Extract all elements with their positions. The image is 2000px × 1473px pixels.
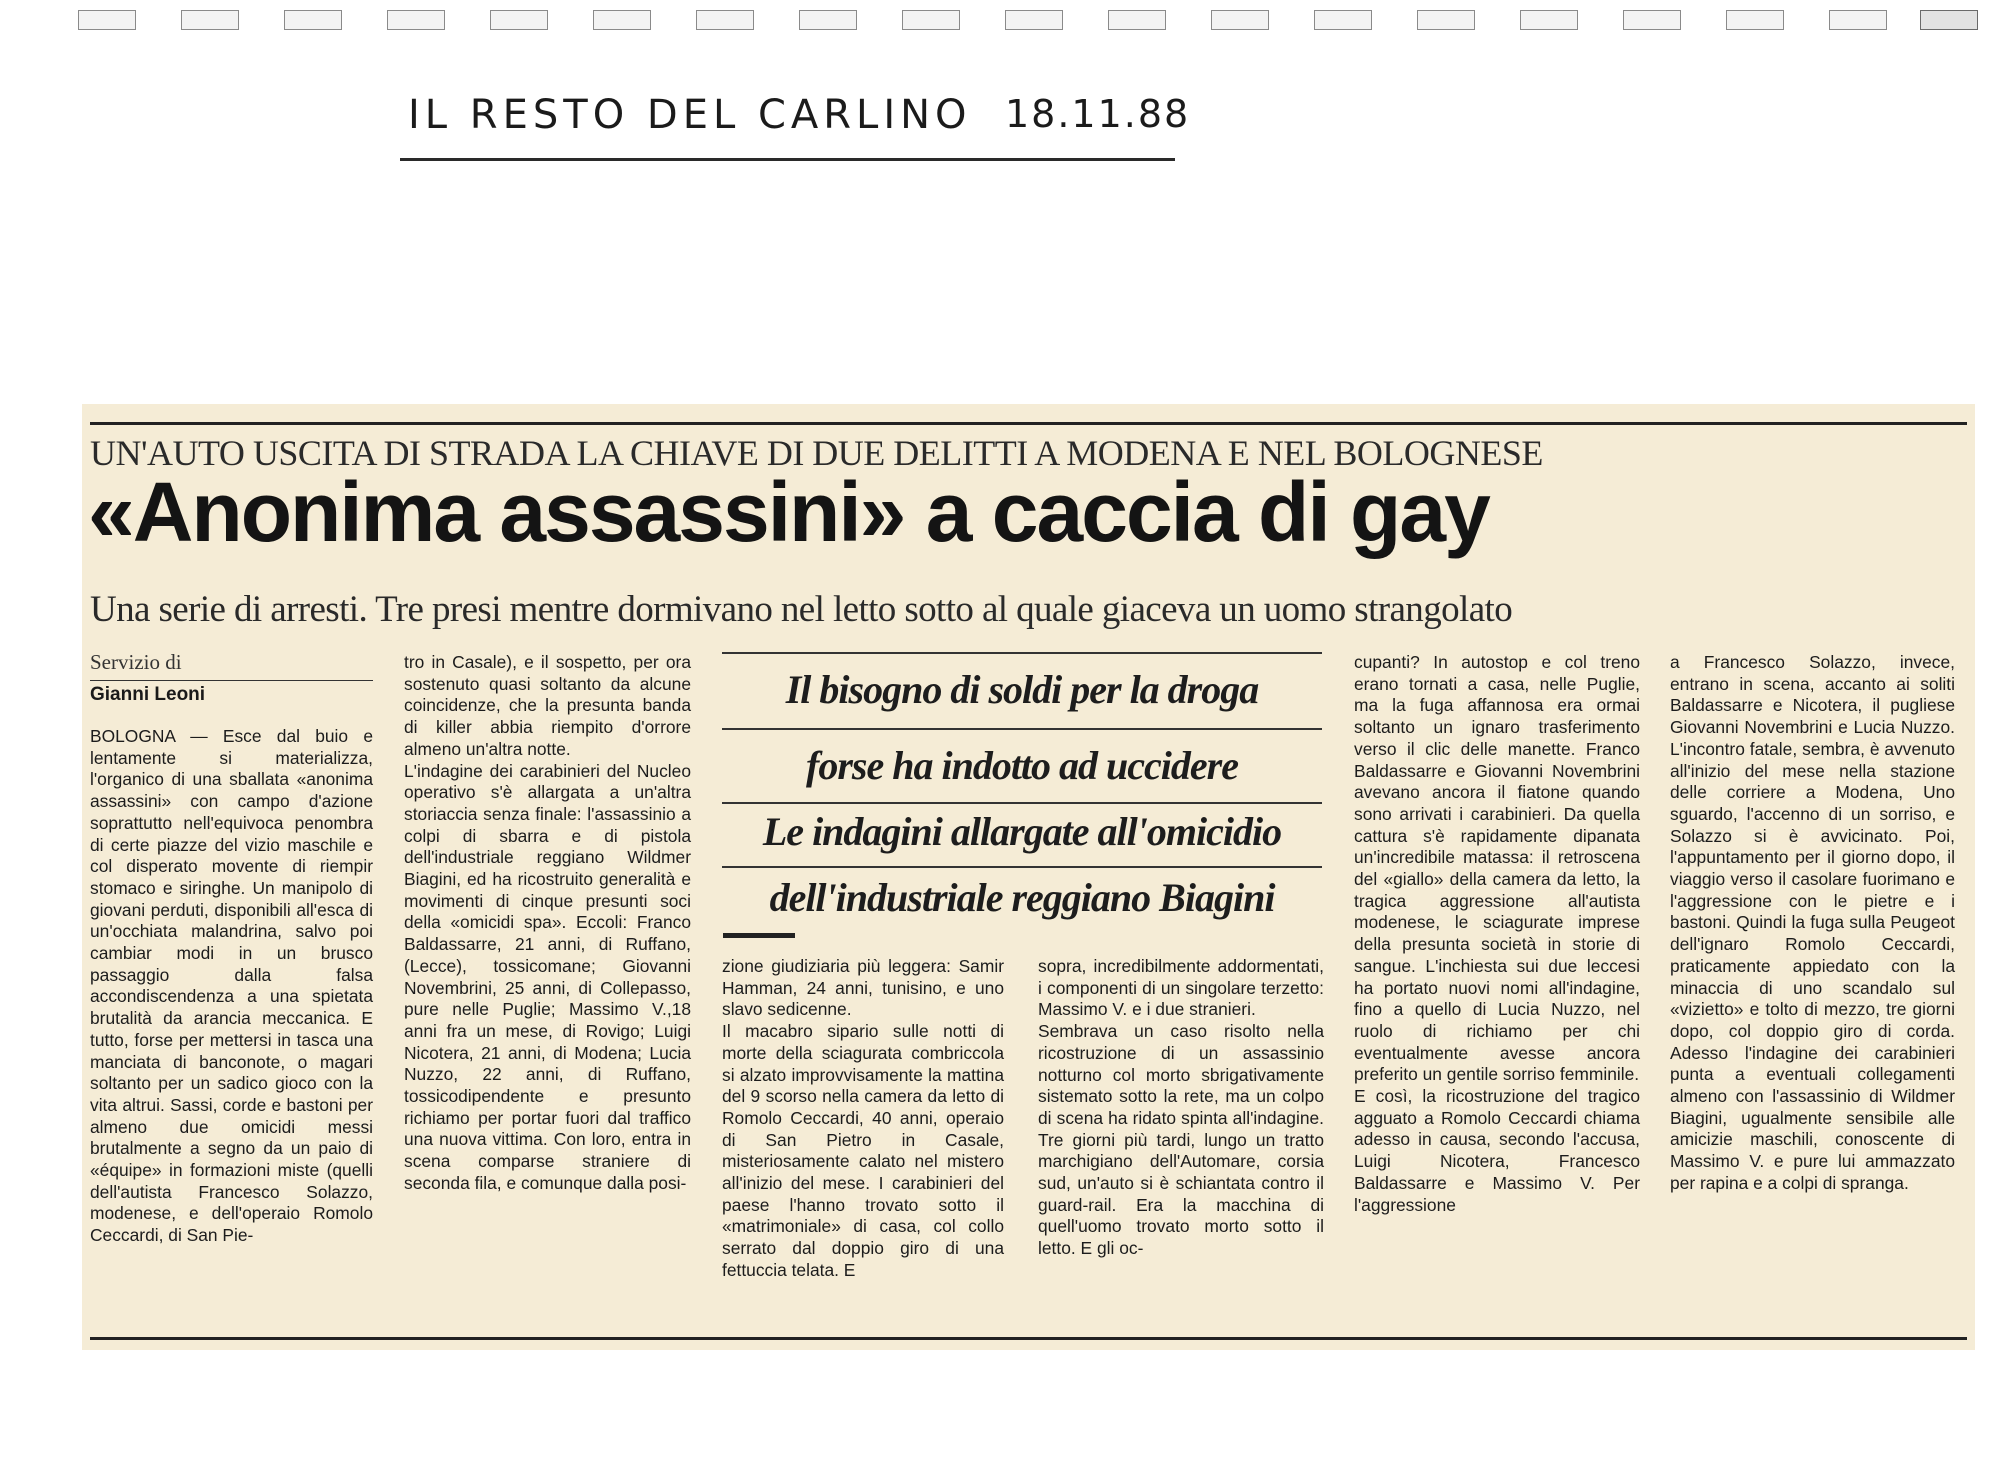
article-column-1 bbox=[90, 726, 373, 1247]
binder-hole bbox=[1920, 10, 1978, 30]
article-paragraph: sopra, incredibilmente addormentati, i componenti di un singolare terzetto: Massimo V. e i due stranieri. bbox=[1038, 956, 1324, 1020]
box-rule bbox=[722, 728, 1322, 730]
binder-hole bbox=[799, 10, 857, 30]
bottom-rule bbox=[90, 1337, 1967, 1340]
handwritten-underline bbox=[400, 158, 1175, 161]
article-column-4 bbox=[1038, 956, 1324, 1260]
article-paragraph: E così, la ricostruzione del tragico agguato a Romolo Ceccardi chiama adesso in causa, secondo l'accusa, Luigi Nicotera, Francesco Baldassarre e Massimo V. Per l'aggressione bbox=[1354, 1086, 1640, 1215]
article-column-5 bbox=[1354, 652, 1640, 1216]
article-paragraph: Sembrava un caso risolto nella ricostruzione di un assassinio notturno col morto sbrigativamente sistemato sotto la rete, ma un colpo di scena ha ridato spinta all'indagine. Tre giorni più tardi, lungo un tratto marchigiano dell'Automare, corsia sud, un'auto si è schiantata contro il guard-rail. Era la macchina di quell'uomo trovato morto sotto il letto. E gli oc- bbox=[1038, 1021, 1324, 1259]
article-subheadline: Una serie di arresti. Tre presi mentre dormivano nel letto sotto al quale giaceva un uomo strangolato bbox=[90, 589, 1513, 630]
article-paragraph: a Francesco Solazzo, invece, entrano in scena, accanto ai soliti Baldassarre e Nicotera, il pugliese Giovanni Novembrini e Lucia Nuzzo. L'incontro fatale, sembra, è avvenuto all'inizio del mese nella stazione delle corriere a Modena, Uno sguardo, l'accenno di un sorriso, e Solazzo si è avvicinato. Poi, l'appuntamento per il giorno dopo, il viaggio verso il casolare fuorimano e l'aggressione con le pietre e i bastoni. Quindi la fuga sulla Peugeot dell'ignaro Romolo Ceccardi, praticamente appiedato con la minaccia di uno scandalo sul «vizietto» e tolto di mezzo, tre giorni dopo, col doppio giro di corda. Adesso l'indagine dei carabinieri punta a eventuali collegamenti almeno con l'assassinio di Wildmer Biagini, ugualmente sensibile alle amicizie maschili, conoscente di Massimo V. e pure lui ammazzato per rapina e a colpi di spranga. bbox=[1670, 652, 1955, 1193]
binder-holes bbox=[78, 10, 1978, 34]
article-paragraph: zione giudiziaria più leggera: Samir Hamman, 24 anni, tunisino, e uno slavo sedicenne. bbox=[722, 956, 1004, 1020]
binder-hole bbox=[902, 10, 960, 30]
binder-hole bbox=[78, 10, 136, 30]
handwritten-source-label bbox=[400, 92, 1191, 172]
binder-hole bbox=[284, 10, 342, 30]
article-paragraph: L'indagine dei carabinieri del Nucleo operativo s'è allargata a un'altra storiaccia senza finale: l'assassinio a colpi di sbarra e di pistola dell'industriale reggiano Wildmer Biagini, ed ha ricostruito generalità e movimenti di cinque presunti soci della «omicidi spa». Eccoli: Franco Baldassarre, 21 anni, di Ruffano,(Lecce), tossicomane; Giovanni Novembrini, 25 anni, di Collepasso, pure nelle Puglie; Massimo V.,18 anni fra un mese, di Rovigo; Luigi Nicotera, 21 anni, di Modena; Lucia Nuzzo, 22 anni, di Ruffano, tossicodipendente e presunto richiamo per portar fuori dal traffico una nuova vittima. Con loro, entra in scena comparse straniere di seconda fila, e comunque dalla posi- bbox=[404, 760, 691, 1193]
box-rule bbox=[722, 866, 1322, 868]
byline-author: Gianni Leoni bbox=[90, 684, 206, 705]
top-rule bbox=[90, 422, 1967, 425]
newspaper-clipping bbox=[82, 404, 1975, 1350]
handwritten-date: 18.11.88 bbox=[1005, 92, 1191, 136]
article-column-6 bbox=[1670, 652, 1955, 1195]
binder-hole bbox=[593, 10, 651, 30]
binder-hole bbox=[1623, 10, 1681, 30]
binder-hole bbox=[1520, 10, 1578, 30]
binder-hole bbox=[1108, 10, 1166, 30]
binder-hole bbox=[696, 10, 754, 30]
byline-service: Servizio di bbox=[90, 650, 182, 674]
binder-hole bbox=[1211, 10, 1269, 30]
article-paragraph: BOLOGNA — Esce dal buio e lentamente si materializza, l'organico di una sballata «anonima assassini» con campo d'azione soprattutto nell'equivoca penombra di certe piazze del vizio maschile e col disperato movente di riempir stomaco e siringhe. Un manipolo di giovani perduti, disponibili all'esca di un'occhiata malandrina, salvo poi cambiar modi in un brusco passaggio dalla falsa accondiscendenza a una spietata brutalità da arancia meccanica. E tutto, forse per mettersi in tasca una manciata di banconote, o magari soltanto per un sadico gioco con la vita altrui. Sassi, corde e bastoni per almeno due omicidi messi brutalmente a segno da un paio di «équipe» in formazioni miste (quelli dell'autista Francesco Solazzo, modenese, e dell'operaio Romolo Ceccardi, di San Pie- bbox=[90, 726, 373, 1246]
article-column-3 bbox=[722, 956, 1004, 1282]
highlight-line-1: Il bisogno di soldi per la droga bbox=[785, 667, 1259, 712]
binder-hole bbox=[1005, 10, 1063, 30]
article-column-2 bbox=[404, 652, 691, 1195]
article-kicker: UN'AUTO USCITA DI STRADA LA CHIAVE DI DUE DELITTI A MODENA E NEL BOLOGNESE bbox=[90, 433, 1543, 473]
highlight-line-2: forse ha indotto ad uccidere bbox=[806, 743, 1238, 788]
binder-hole bbox=[1417, 10, 1475, 30]
article-paragraph: Il macabro sipario sulle notti di morte della sciagurata combriccola si alzato improvvisamente la mattina del 9 scorso nella camera da letto di Romolo Ceccardi, 40 anni, operaio di San Pietro in Casale, misteriosamente calato nel mistero all'inizio del mese. I carabinieri del paese l'hanno trovato sotto il «matrimoniale» di casa, col collo serrato dal doppio giro di una fettuccia telata. E bbox=[722, 1021, 1004, 1280]
article-paragraph: tro in Casale), e il sospetto, per ora sostenuto quasi soltanto da alcune coincidenze, che la presunta banda di killer abbia riempito d'orrore almeno un'altra notte. bbox=[404, 652, 691, 759]
article-paragraph: cupanti? In autostop e col treno erano tornati a casa, nelle Puglie, ma la fuga affannosa era ormai soltanto un ignaro trasferimento verso il clic delle manette. Franco Baldassarre e Giovanni Novembrini avevano ancora il fiatone quando sono arrivati i carabinieri. Da quella cattura s'è rapidamente dipanata un'incredibile matassa: il retroscena del «giallo» della camera da letto, la tragica aggressione all'autista modenese, le sciagurate imprese della presunta società in storie di sangue. L'inchiesta sui due leccesi ha portato nuovi nomi all'indagine, fino a quello di Lucia Nuzzo, nel ruolo di richiamo per chi eventualmente avesse ancora preferito un gentile sorriso femminile. bbox=[1354, 652, 1640, 1085]
binder-hole bbox=[1314, 10, 1372, 30]
binder-hole bbox=[387, 10, 445, 30]
binder-hole bbox=[490, 10, 548, 30]
binder-hole bbox=[1829, 10, 1887, 30]
handwritten-newspaper-name: IL RESTO DEL CARLINO bbox=[408, 92, 972, 138]
box-rule bbox=[722, 802, 1322, 804]
byline-rule bbox=[90, 680, 373, 681]
highlight-line-4: dell'industriale reggiano Biagini bbox=[769, 875, 1275, 920]
binder-hole bbox=[181, 10, 239, 30]
box-end-rule bbox=[723, 933, 795, 938]
article-headline: «Anonima assassini» a caccia di gay bbox=[88, 465, 1489, 559]
binder-hole bbox=[1726, 10, 1784, 30]
highlight-line-3: Le indagini allargate all'omicidio bbox=[762, 809, 1282, 854]
box-rule bbox=[722, 652, 1322, 654]
